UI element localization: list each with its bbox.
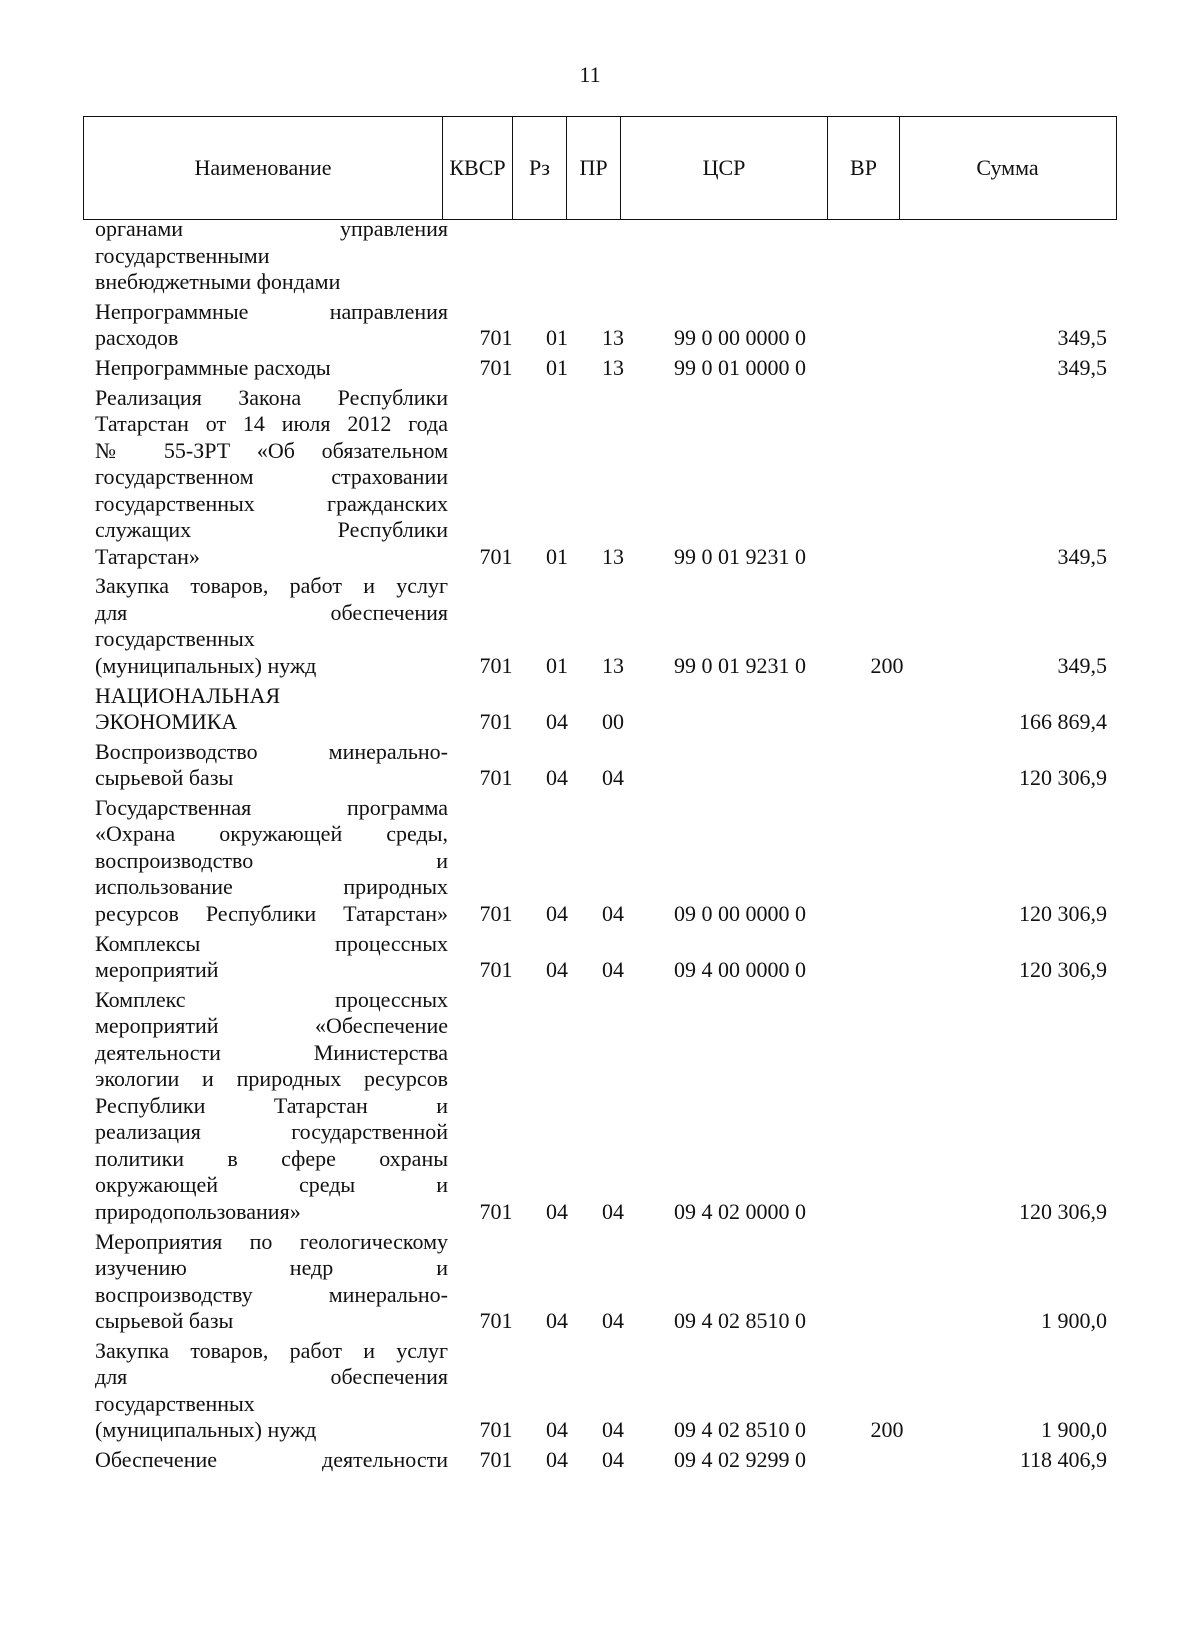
row-pr: 13 [602, 543, 624, 569]
row-name-line: мероприятий «Обеспечение [95, 1013, 448, 1039]
row-kvsr: 701 [479, 1417, 513, 1443]
row-name-line: политики в сфере охраны [95, 1145, 448, 1171]
row-sum: 120 306,9 [1019, 957, 1107, 983]
row-kvsr: 701 [479, 1198, 513, 1224]
row-csr: 99 0 00 0000 0 [674, 325, 806, 351]
row-rz: 04 [546, 1308, 568, 1333]
table-header [83, 116, 1117, 220]
row-csr: 09 4 02 0000 0 [674, 1198, 806, 1224]
row-sum: 166 869,4 [1019, 709, 1107, 734]
row-name [95, 355, 448, 382]
row-name-line: Комплекс процессных [95, 986, 448, 1012]
table-row [0, 385, 1200, 571]
row-sum: 120 306,9 [1019, 765, 1107, 791]
row-rz: 04 [546, 957, 568, 983]
row-sum [930, 269, 1107, 296]
row-csr: 09 4 02 8510 0 [674, 1308, 806, 1333]
row-name-line: расходов [95, 325, 179, 351]
row-kvsr: 701 [479, 543, 513, 569]
row-sum: 120 306,9 [1019, 900, 1107, 926]
row-kvsr: 701 [479, 1308, 513, 1333]
row-csr: 09 4 02 9299 0 [674, 1446, 806, 1472]
row-kvsr: 701 [479, 325, 513, 351]
row-sum: 349,5 [1057, 652, 1107, 678]
row-sum: 349,5 [1057, 325, 1107, 351]
row-kvsr: 701 [479, 765, 513, 791]
header-name: Наименование [194, 155, 332, 180]
page-number: 11 [579, 62, 601, 87]
row-csr [650, 709, 830, 736]
row-csr: 99 0 01 9231 0 [674, 543, 806, 569]
row-vr [862, 1447, 912, 1474]
row-name-line: (муниципальных) нужд [95, 1417, 317, 1443]
row-kvsr: 701 [479, 900, 513, 926]
row-rz: 04 [546, 765, 568, 791]
row-rz: 04 [546, 709, 568, 734]
row-name-line: Непрограммные направления [95, 298, 448, 324]
row-name-line: воспроизводству минерально- [95, 1281, 448, 1307]
row-name-line: окружающей среды и [95, 1172, 448, 1198]
row-pr: 13 [602, 325, 624, 351]
row-name-line: НАЦИОНАЛЬНАЯ [95, 682, 281, 708]
row-kvsr: 701 [479, 354, 513, 380]
row-name [95, 1447, 448, 1474]
row-csr: 99 0 01 9231 0 [674, 652, 806, 678]
row-pr: 04 [602, 1198, 624, 1224]
header-vr: ВР [827, 117, 899, 219]
row-vr [862, 709, 912, 736]
row-pr [596, 269, 630, 296]
row-name [95, 987, 448, 1226]
row-vr [862, 901, 912, 928]
row-name [95, 573, 448, 679]
row-name-line: для обеспечения [95, 599, 448, 625]
table-row [0, 795, 1200, 928]
row-rz: 01 [546, 325, 568, 351]
row-vr [862, 765, 912, 792]
row-vr: 200 [870, 652, 904, 678]
row-name-line: экологии и природных ресурсов [95, 1066, 448, 1092]
row-name [95, 739, 448, 792]
row-name-line: (муниципальных) нужд [95, 652, 317, 678]
table-row [0, 355, 1200, 382]
row-vr [862, 269, 912, 296]
row-pr: 00 [602, 709, 624, 734]
row-name-line: сырьевой базы [95, 765, 234, 791]
row-name-line: Закупка товаров, работ и услуг [95, 573, 448, 599]
row-name-line: Государственная программа [95, 794, 448, 820]
table-row [0, 573, 1200, 679]
row-rz: 04 [546, 1198, 568, 1224]
row-name-line: реализация государственной [95, 1119, 448, 1145]
table-row [0, 299, 1200, 352]
row-kvsr [474, 269, 518, 296]
header-pr: ПР [566, 117, 620, 219]
row-name [95, 216, 448, 296]
row-name-line: Непрограммные расходы [95, 354, 331, 380]
row-name-line: Комплексы процессных [95, 930, 448, 956]
row-name-line: изучению недр и [95, 1255, 448, 1280]
row-name-line: государственном страховании [95, 464, 448, 490]
row-name-line: служащих Республики [95, 517, 448, 543]
row-name-line: природопользования» [95, 1198, 301, 1224]
row-sum: 120 306,9 [1019, 1198, 1107, 1224]
row-name [95, 299, 448, 352]
row-name-line: Мероприятия по геологическому [95, 1228, 448, 1254]
row-vr [862, 1199, 912, 1226]
row-name-line: «Охрана окружающей среды, [95, 821, 448, 847]
row-vr [862, 355, 912, 382]
row-kvsr: 701 [479, 1446, 513, 1472]
header-kvsr: КВСР [442, 117, 512, 219]
row-name-line: государственных [95, 626, 255, 652]
row-pr: 13 [602, 652, 624, 678]
row-name [95, 1338, 448, 1444]
row-kvsr: 701 [479, 709, 513, 734]
row-name-line: использование природных [95, 874, 448, 900]
row-rz: 01 [546, 652, 568, 678]
table-row [0, 216, 1200, 296]
table-row [0, 739, 1200, 792]
row-csr: 09 0 00 0000 0 [674, 900, 806, 926]
row-sum: 1 900,0 [1041, 1308, 1107, 1333]
row-name-line: мероприятий [95, 957, 219, 983]
row-sum: 349,5 [1057, 354, 1107, 380]
row-rz: 04 [546, 1446, 568, 1472]
table-row [0, 987, 1200, 1226]
row-vr [862, 957, 912, 984]
header-sum: Сумма [899, 117, 1115, 219]
row-kvsr: 701 [479, 957, 513, 983]
row-pr: 04 [602, 900, 624, 926]
row-vr [862, 325, 912, 352]
row-sum: 1 900,0 [1041, 1417, 1107, 1443]
table-row [0, 1229, 1200, 1335]
row-name-line: для обеспечения [95, 1364, 448, 1390]
row-name-line: Республики Татарстан и [95, 1092, 448, 1118]
row-rz: 01 [546, 543, 568, 569]
row-csr [650, 765, 830, 792]
row-pr: 04 [602, 1417, 624, 1443]
row-name-line: Закупка товаров, работ и услуг [95, 1337, 448, 1363]
row-name [95, 1229, 448, 1335]
row-csr [650, 269, 830, 296]
row-name-line: Реализация Закона Республики [95, 384, 448, 410]
row-name [95, 683, 448, 736]
row-name-line: воспроизводство и [95, 847, 448, 873]
row-name-line: внебюджетными фондами [95, 269, 341, 294]
row-vr [862, 544, 912, 571]
row-name-line: органами управления [95, 216, 448, 241]
row-name-line: государственных гражданских [95, 490, 448, 516]
row-name-line: государственными [95, 242, 270, 268]
row-pr: 04 [602, 1308, 624, 1333]
row-name-line: ЭКОНОМИКА [95, 709, 238, 734]
row-vr [862, 1308, 912, 1335]
row-pr: 04 [602, 957, 624, 983]
row-pr: 04 [602, 1446, 624, 1472]
header-rz: Рз [512, 117, 566, 219]
row-name-line: Воспроизводство минерально- [95, 738, 448, 764]
row-name-line: Татарстан» [95, 543, 200, 569]
row-rz: 04 [546, 1417, 568, 1443]
row-pr: 04 [602, 765, 624, 791]
row-rz: 04 [546, 900, 568, 926]
row-name-line: № 55-ЗРТ «Об обязательном [95, 437, 448, 463]
row-name-line: сырьевой базы [95, 1308, 234, 1333]
table-row [0, 683, 1200, 736]
table-row [0, 1447, 1200, 1474]
row-name-line: Татарстан от 14 июля 2012 года [95, 411, 448, 437]
row-sum: 349,5 [1057, 543, 1107, 569]
row-name [95, 385, 448, 571]
row-kvsr: 701 [479, 652, 513, 678]
row-name [95, 931, 448, 984]
row-name-line: государственных [95, 1390, 255, 1416]
row-csr: 09 4 02 8510 0 [674, 1417, 806, 1443]
row-sum: 118 406,9 [1019, 1446, 1107, 1472]
row-name [95, 795, 448, 928]
row-pr: 13 [602, 354, 624, 380]
row-rz [540, 269, 574, 296]
row-name-line: ресурсов Республики Татарстан» [95, 900, 448, 926]
header-csr: ЦСР [620, 117, 827, 219]
row-name-line: Обеспечение деятельности [95, 1446, 448, 1472]
table-row [0, 931, 1200, 984]
row-vr: 200 [870, 1417, 904, 1443]
row-csr: 99 0 01 0000 0 [674, 354, 806, 380]
row-name-line: деятельности Министерства [95, 1039, 448, 1065]
row-rz: 01 [546, 354, 568, 380]
row-csr: 09 4 00 0000 0 [674, 957, 806, 983]
table-row [0, 1338, 1200, 1444]
